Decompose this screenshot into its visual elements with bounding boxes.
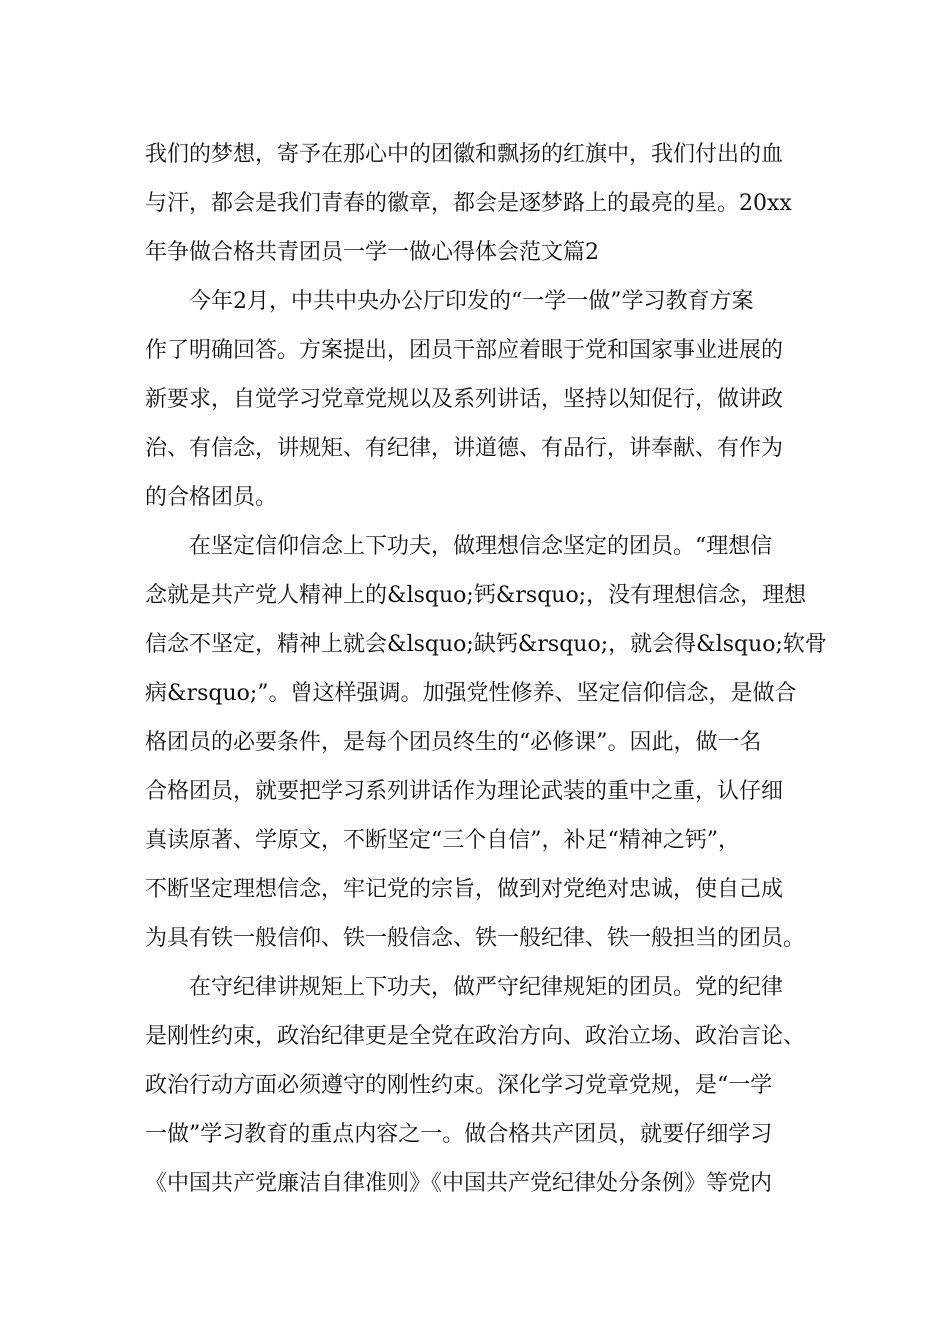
text-line-20: 政治行动方面必须遵守的刚性约束。深化学习党章党规，是“一学 bbox=[145, 1073, 773, 1098]
text-line-12: 病&rsquo;”。曾这样强调。加强党性修养、坚定信仰信念，是做合 bbox=[145, 681, 797, 706]
text-line-10: 念就是共产党人精神上的&lsquo;钙&rsquo;，没有理想信念，理想 bbox=[145, 583, 807, 608]
text-line-18: 在守纪律讲规矩上下功夫，做严守纪律规矩的团员。党的纪律 bbox=[189, 975, 784, 1000]
text-line-2: 与汗，都会是我们青春的徽章，都会是逐梦路上的最亮的星。20xx bbox=[145, 191, 792, 216]
text-line-13: 格团员的必要条件，是每个团员终生的“必修课”。因此，做一名 bbox=[145, 730, 762, 755]
text-line-6: 新要求，自觉学习党章党规以及系列讲话，坚持以知促行，做讲政 bbox=[145, 387, 784, 412]
text-line-9: 在坚定信仰信念上下功夫，做理想信念坚定的团员。“理想信 bbox=[189, 534, 773, 559]
text-line-21: 一做”学习教育的重点内容之一。做合格共产团员，就要仔细学习 bbox=[145, 1122, 773, 1147]
text-line-5: 作了明确回答。方案提出，团员干部应着眼于党和国家事业进展的 bbox=[145, 338, 784, 363]
text-line-1: 我们的梦想，寄予在那心中的团徽和飘扬的红旗中，我们付出的血 bbox=[145, 142, 784, 167]
text-line-15: 真读原著、学原文，不断坚定“三个自信”，补足“精神之钙”， bbox=[145, 828, 740, 853]
text-line-16: 不断坚定理想信念，牢记党的宗旨，做到对党绝对忠诚，使自己成 bbox=[145, 877, 784, 902]
text-line-8: 的合格团员。 bbox=[145, 485, 278, 510]
text-line-3: 年争做合格共青团员一学一做心得体会范文篇2 bbox=[145, 240, 599, 265]
text-line-4: 今年2月，中共中央办公厅印发的“一学一做”学习教育方案 bbox=[189, 289, 754, 314]
text-line-22: 《中国共产党廉洁自律准则》《中国共产党纪律处分条例》等党内 bbox=[145, 1171, 773, 1196]
text-line-14: 合格团员，就要把学习系列讲话作为理论武装的重中之重，认仔细 bbox=[145, 779, 784, 804]
text-line-11: 信念不坚定，精神上就会&lsquo;缺钙&rsquo;，就会得&lsquo;软骨 bbox=[145, 632, 827, 657]
document-page bbox=[145, 130, 827, 1208]
text-line-17: 为具有铁一般信仰、铁一般信念、铁一般纪律、铁一般担当的团员。 bbox=[145, 926, 806, 951]
text-line-7: 治、有信念，讲规矩、有纪律，讲道德、有品行，讲奉献、有作为 bbox=[145, 436, 784, 461]
text-line-19: 是刚性约束，政治纪律更是全党在政治方向、政治立场、政治言论、 bbox=[145, 1024, 806, 1049]
